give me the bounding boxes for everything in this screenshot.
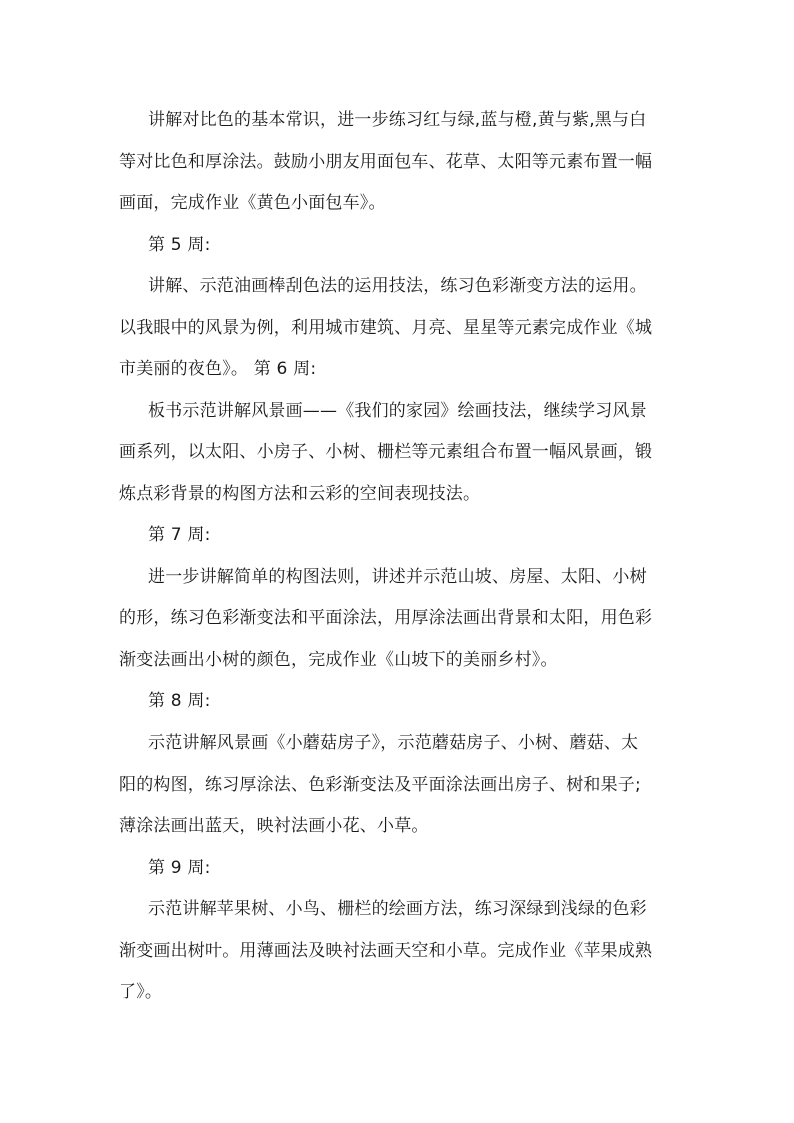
text-line: 了》。 (119, 982, 163, 1002)
week-heading: 第 5 周: (148, 235, 211, 255)
text-line: 画面，完成作业《黄色小面包车》。 (119, 193, 386, 213)
text-line: 渐变画出树叶。用薄画法及映衬法画天空和小草。完成作业《苹果成熟 (119, 941, 653, 961)
text-line: 讲解对比色的基本常识，进一步练习红与绿,蓝与橙,黄与紫,黑与白 (148, 110, 647, 130)
text-line: 阳的构图，练习厚涂法、色彩渐变法及平面涂法画出房子、树和果子; (119, 775, 641, 795)
text-line: 以我眼中的风景为例，利用城市建筑、月亮、星星等元素完成作业《城 (119, 318, 653, 338)
text-line: 市美丽的夜色》。 第 6 周: (119, 359, 317, 379)
text-line: 示范讲解苹果树、小鸟、栅栏的绘画方法，练习深绿到浅绿的色彩 (148, 899, 647, 919)
text-line: 画系列，以太阳、小房子、小树、栅栏等元素组合布置一幅风景画，锻 (119, 442, 653, 462)
week-heading: 第 9 周: (148, 858, 211, 878)
week-heading: 第 8 周: (148, 691, 211, 711)
week-heading: 第 7 周: (148, 525, 211, 545)
text-line: 的形，练习色彩渐变法和平面涂法，用厚涂法画出背景和太阳，用色彩 (119, 608, 653, 628)
text-line: 等对比色和厚涂法。鼓励小朋友用面包车、花草、太阳等元素布置一幅 (119, 152, 653, 172)
text-line: 示范讲解风景画《小蘑菇房子》，示范蘑菇房子、小树、蘑菇、太 (148, 733, 639, 753)
text-line: 薄涂法画出蓝天，映衬法画小花、小草。 (119, 816, 429, 836)
text-line: 进一步讲解简单的构图法则，讲述并示范山坡、房屋、太阳、小树 (148, 567, 647, 587)
text-line: 炼点彩背景的构图方法和云彩的空间表现技法。 (119, 484, 481, 504)
text-line: 讲解、示范油画棒刮色法的运用技法，练习色彩渐变方法的运用。 (148, 276, 647, 296)
text-line: 板书示范讲解风景画——《我们的家园》绘画技法，继续学习风景 (148, 401, 647, 421)
text-line: 渐变法画出小树的颜色，完成作业《山坡下的美丽乡村》。 (119, 650, 558, 670)
